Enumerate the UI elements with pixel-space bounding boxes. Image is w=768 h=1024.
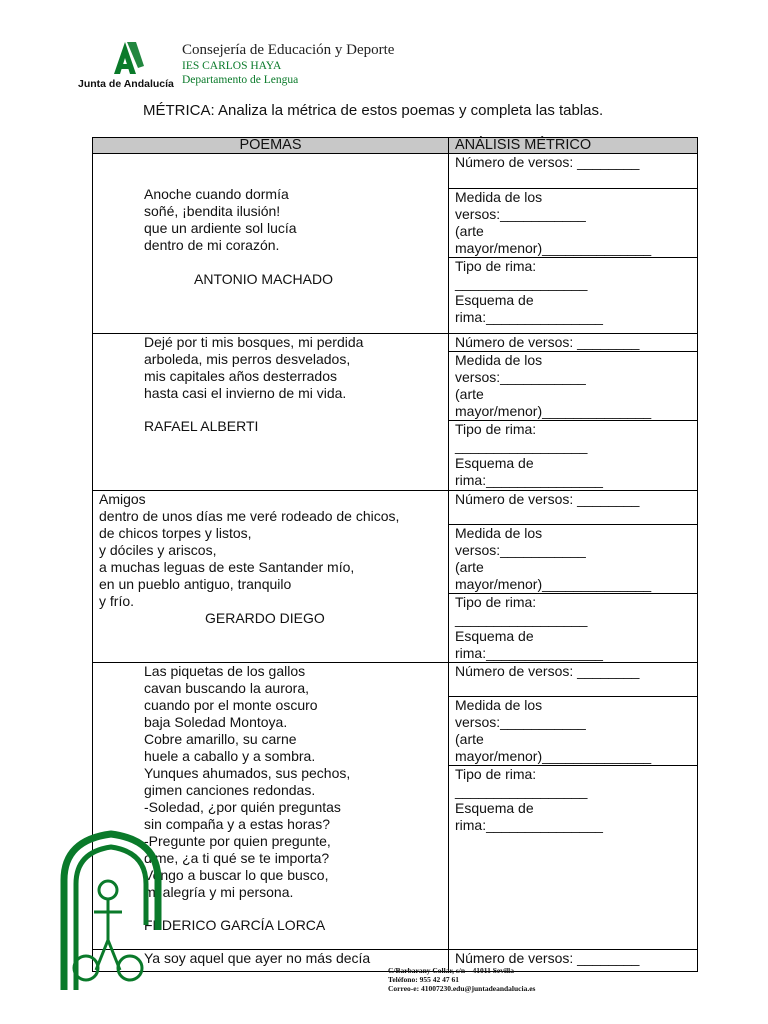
field-medida-input[interactable]: versos:___________ <box>455 542 586 558</box>
field-medida-input[interactable]: versos:___________ <box>455 714 586 730</box>
field-esquema-label: Esquema de <box>455 800 534 816</box>
col-header-analysis: ANÁLISIS MÉTRICO <box>449 138 698 154</box>
analysis-num-versos <box>449 491 698 525</box>
verse-line: sin compaña y a estas horas? <box>144 816 330 832</box>
field-tipo-rima-input[interactable]: _________________ <box>455 611 588 627</box>
field-esquema-label: Esquema de <box>455 628 534 644</box>
field-tipo-rima-input[interactable]: _________________ <box>455 438 588 454</box>
verse-line: huele a caballo y a sombra. <box>144 748 316 764</box>
verse-line: que un ardiente sol lucía <box>144 220 297 236</box>
instructions: MÉTRICA: Analiza la métrica de estos poemas y completa las tablas. <box>143 102 604 119</box>
footer-phone: Teléfono: 955 42 47 61 <box>388 975 459 984</box>
poem-author: RAFAEL ALBERTI <box>144 418 259 434</box>
org-line2: IES CARLOS HAYA <box>182 60 282 72</box>
field-tipo-rima-label: Tipo de rima: <box>455 258 537 274</box>
table-row <box>93 154 698 189</box>
verse-line: y frío. <box>99 593 135 609</box>
verse-line: Yunques ahumados, sus pechos, <box>144 765 351 781</box>
verse-line: cavan buscando la aurora, <box>144 680 309 696</box>
poem-verses <box>99 154 448 288</box>
verse-line: y dóciles y ariscos, <box>99 542 217 558</box>
verse-line: Ya soy aquel que ayer no más decía <box>144 950 371 966</box>
footer-address: C/Barbarany Collar, s/n – 41011 Sevilla <box>388 966 514 975</box>
verse-line: hasta casi el invierno de mi vida. <box>144 385 347 401</box>
analysis-medida <box>449 697 698 766</box>
poem-author: FEDERICO GARCÍA LORCA <box>144 917 326 933</box>
analysis-rima <box>449 258 698 334</box>
field-num-versos[interactable]: Número de versos: ________ <box>455 334 640 350</box>
field-arte-input[interactable]: mayor/menor)______________ <box>455 240 652 256</box>
field-medida-label: Medida de los <box>455 189 543 205</box>
analysis-medida <box>449 189 698 258</box>
analysis-medida <box>449 352 698 421</box>
verse-line: a muchas leguas de este Santander mío, <box>99 559 355 575</box>
field-num-versos[interactable]: Número de versos: ________ <box>455 950 640 966</box>
field-arte-input[interactable]: mayor/menor)______________ <box>455 403 652 419</box>
verse-line: Anoche cuando dormía <box>144 186 289 202</box>
field-medida-input[interactable]: versos:___________ <box>455 206 586 222</box>
andalucia-emblem-icon <box>56 820 166 995</box>
poem-author: ANTONIO MACHADO <box>194 271 333 287</box>
field-tipo-rima-input[interactable]: _________________ <box>455 275 588 291</box>
field-medida-label: Medida de los <box>455 697 543 713</box>
org-line3: Departamento de Lengua <box>182 74 299 86</box>
table-row <box>93 663 698 697</box>
verse-line: soñé, ¡bendita ilusión! <box>144 203 281 219</box>
field-medida-label: Medida de los <box>455 352 543 368</box>
table-header-row <box>93 138 698 154</box>
junta-logo <box>78 40 178 90</box>
field-tipo-rima-label: Tipo de rima: <box>455 421 537 437</box>
field-arte-label: (arte <box>455 223 484 239</box>
field-num-versos[interactable]: Número de versos: ________ <box>455 491 640 507</box>
analysis-rima <box>449 766 698 950</box>
field-num-versos[interactable]: Número de versos: ________ <box>455 663 640 679</box>
verse-line: de chicos torpes y listos, <box>99 525 252 541</box>
verse-line: dentro de mi corazón. <box>144 237 280 253</box>
field-medida-input[interactable]: versos:___________ <box>455 369 586 385</box>
field-arte-label: (arte <box>455 559 484 575</box>
organization-block <box>182 42 394 87</box>
verse-line: -Pregunte por quien pregunte, <box>144 833 331 849</box>
poem-cell <box>93 154 449 334</box>
verse-line: cuando por el monte oscuro <box>144 697 318 713</box>
poem-cell <box>93 491 449 663</box>
analysis-num-versos <box>449 154 698 189</box>
poem-verses <box>99 491 448 627</box>
field-esquema-input[interactable]: rima:_______________ <box>455 309 603 325</box>
field-arte-label: (arte <box>455 731 484 747</box>
field-esquema-label: Esquema de <box>455 455 534 471</box>
table-row <box>93 334 698 352</box>
field-arte-input[interactable]: mayor/menor)______________ <box>455 576 652 592</box>
verse-line: Las piquetas de los gallos <box>144 663 306 679</box>
poem-cell <box>93 334 449 491</box>
verse-line: dime, ¿a ti qué se te importa? <box>144 850 330 866</box>
logo-text: Junta de Andalucía <box>78 78 174 90</box>
col-header-poems: POEMAS <box>93 138 449 154</box>
metric-analysis-table <box>92 137 698 972</box>
verse-line: Amigos <box>99 491 146 507</box>
field-arte-input[interactable]: mayor/menor)______________ <box>455 748 652 764</box>
field-esquema-label: Esquema de <box>455 292 534 308</box>
analysis-rima <box>449 421 698 491</box>
junta-logo-icon <box>100 40 150 74</box>
field-arte-label: (arte <box>455 386 484 402</box>
table-row <box>93 491 698 525</box>
verse-line: arboleda, mis perros desvelados, <box>144 351 351 367</box>
field-tipo-rima-input[interactable]: _________________ <box>455 783 588 799</box>
field-medida-label: Medida de los <box>455 525 543 541</box>
poem-author: GERARDO DIEGO <box>205 610 325 626</box>
verse-line: en un pueblo antiguo, tranquilo <box>99 576 292 592</box>
analysis-medida <box>449 525 698 594</box>
footer-email: Correo-e: 41007230.edu@juntadeandalucia.es <box>388 984 536 993</box>
verse-line: Dejé por ti mis bosques, mi perdida <box>144 334 364 350</box>
verse-line: -Soledad, ¿por quién preguntas <box>144 799 341 815</box>
analysis-num-versos <box>449 334 698 352</box>
field-tipo-rima-label: Tipo de rima: <box>455 594 537 610</box>
field-esquema-input[interactable]: rima:_______________ <box>455 472 603 488</box>
poem-verses <box>99 334 448 435</box>
verse-line: gimen canciones redondas. <box>144 782 316 798</box>
field-esquema-input[interactable]: rima:_______________ <box>455 645 603 661</box>
verse-line: baja Soledad Montoya. <box>144 714 288 730</box>
analysis-rima <box>449 594 698 663</box>
document-header <box>78 40 498 90</box>
field-num-versos[interactable]: Número de versos: ________ <box>455 154 640 170</box>
field-esquema-input[interactable]: rima:_______________ <box>455 817 603 833</box>
verse-line: Cobre amarillo, su carne <box>144 731 297 747</box>
verse-line: mis capitales años desterrados <box>144 368 337 384</box>
field-tipo-rima-label: Tipo de rima: <box>455 766 537 782</box>
verse-line: Vengo a buscar lo que busco, <box>144 867 329 883</box>
analysis-num-versos <box>449 663 698 697</box>
document-footer <box>388 966 535 993</box>
verse-line: mi alegría y mi persona. <box>144 884 294 900</box>
org-line1: Consejería de Educación y Deporte <box>182 42 395 58</box>
verse-line: dentro de unos días me veré rodeado de chicos, <box>99 508 400 524</box>
